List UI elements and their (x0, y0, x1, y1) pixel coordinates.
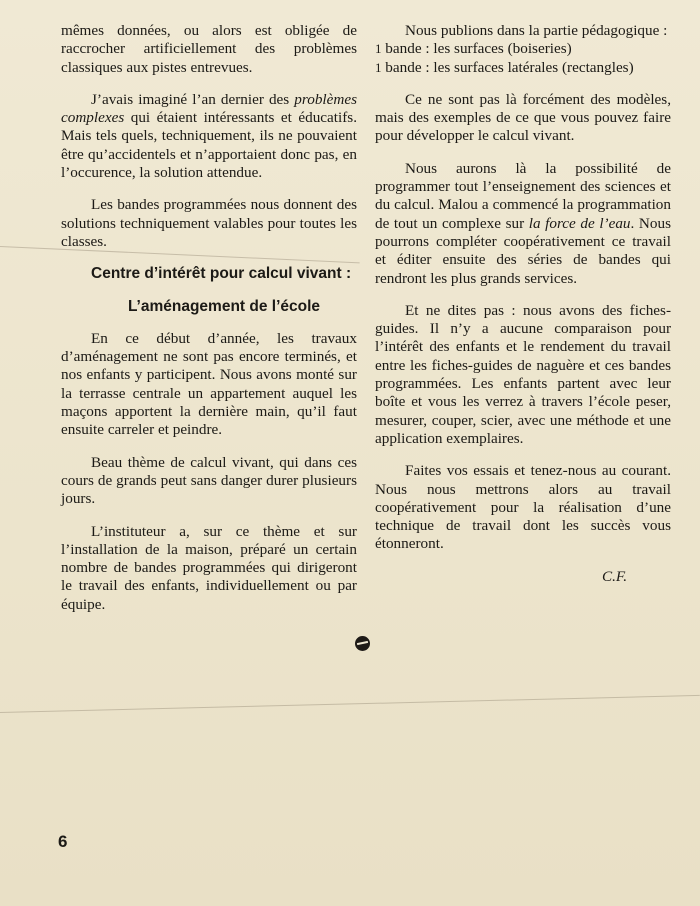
left-paragraph-6: L’instituteur a, sur ce thème et sur l’installation de la maison, préparé un certain nombre de bandes programmées qui dirigeront le travail des enfants, individuellement ou par équipe. (61, 522, 357, 613)
section-subheading: L’aménagement de l’école (127, 297, 321, 315)
paper-crease-bottom (0, 695, 700, 713)
left-paragraph-2 (61, 91, 357, 182)
list-item-text: bande : les surfaces latérales (rectangles) (381, 58, 634, 76)
right-paragraph-3-end: . Nous pourrons compléter coopérativement ce travail et éditer ensuite des séries de bandes qui rendront les plus grands services. (375, 214, 671, 287)
list-item (375, 40, 671, 58)
left-paragraph-3: Les bandes programmées nous donnent des solutions techniquement valables pour toutes les classes. (61, 196, 357, 250)
left-paragraph-2-emphasis: problèmes complexes (61, 90, 357, 127)
left-paragraph-2-end: qui étaient intéressants et éducatifs. Mais tels quels, techniquement, ils ne pouvaient être qu’accidentels et n’apportaient donc pas, en l’occurence, la solution attendue. (61, 109, 357, 182)
right-paragraph-3-emphasis: la force de l’eau (528, 214, 631, 232)
page-number: 6 (58, 832, 68, 851)
right-paragraph-1: Nous publions dans la partie pédagogique : (405, 22, 668, 39)
left-paragraph-1: mêmes données, ou alors est obligée de raccrocher artificiellement des problèmes classiques aux pistes entrevues. (61, 22, 357, 76)
right-paragraph-5: Faites vos essais et tenez-nous au courant. Nous nous mettrons alors au travail coopérativement pour la réalisation d’une technique de travail dont les succès vous étonneront. (375, 462, 671, 553)
right-column (375, 22, 671, 600)
left-column (61, 22, 357, 628)
right-paragraph-3-start: Nous aurons là la possibilité de programmer tout l’enseignement des sciences et du calcul. Malou a commencé la programmation de tout un complexe sur (375, 159, 671, 232)
author-signature: C.F. (601, 567, 627, 585)
left-paragraph-5: Beau thème de calcul vivant, qui dans ces cours de grands peut sans danger durer plusieurs jours. (61, 453, 357, 508)
list-item (375, 59, 671, 77)
left-paragraph-2-start: J’avais imaginé l’an dernier des (91, 90, 295, 108)
section-heading: Centre d’intérêt pour calcul vivant : (91, 265, 352, 283)
list-item-number: 1 (375, 41, 382, 57)
list-item-number: 1 (375, 59, 382, 75)
right-paragraph-4: Et ne dites pas : nous avons des fiches-guides. Il n’y a aucune comparaison pour l’intérêt des enfants et le rendement du travail entre les fiches-guides de naguère et ces bandes programmées. Les enfants partent avec leur boîte et vous les verrez à travers l’école peser, mesurer, couper, scier, avec une méthode et une application exemplaires. (375, 301, 671, 447)
right-paragraph-3 (375, 160, 671, 288)
list-item-text: bande : les surfaces (boiseries) (381, 40, 572, 58)
round-fleuron-icon (355, 636, 370, 651)
left-paragraph-4: En ce début d’année, les travaux d’aménagement ne sont pas encore terminés, et nos enfants y participent. Nous avons monté sur la terrasse centrale un appartement auquel les maçons apportent la dernière main, qu’il faut ensuite carreler et peindre. (61, 329, 357, 439)
right-paragraph-2: Ce ne sont pas là forcément des modèles, mais des exemples de ce que vous pouvez faire pour développer le calcul vivant. (375, 90, 671, 145)
